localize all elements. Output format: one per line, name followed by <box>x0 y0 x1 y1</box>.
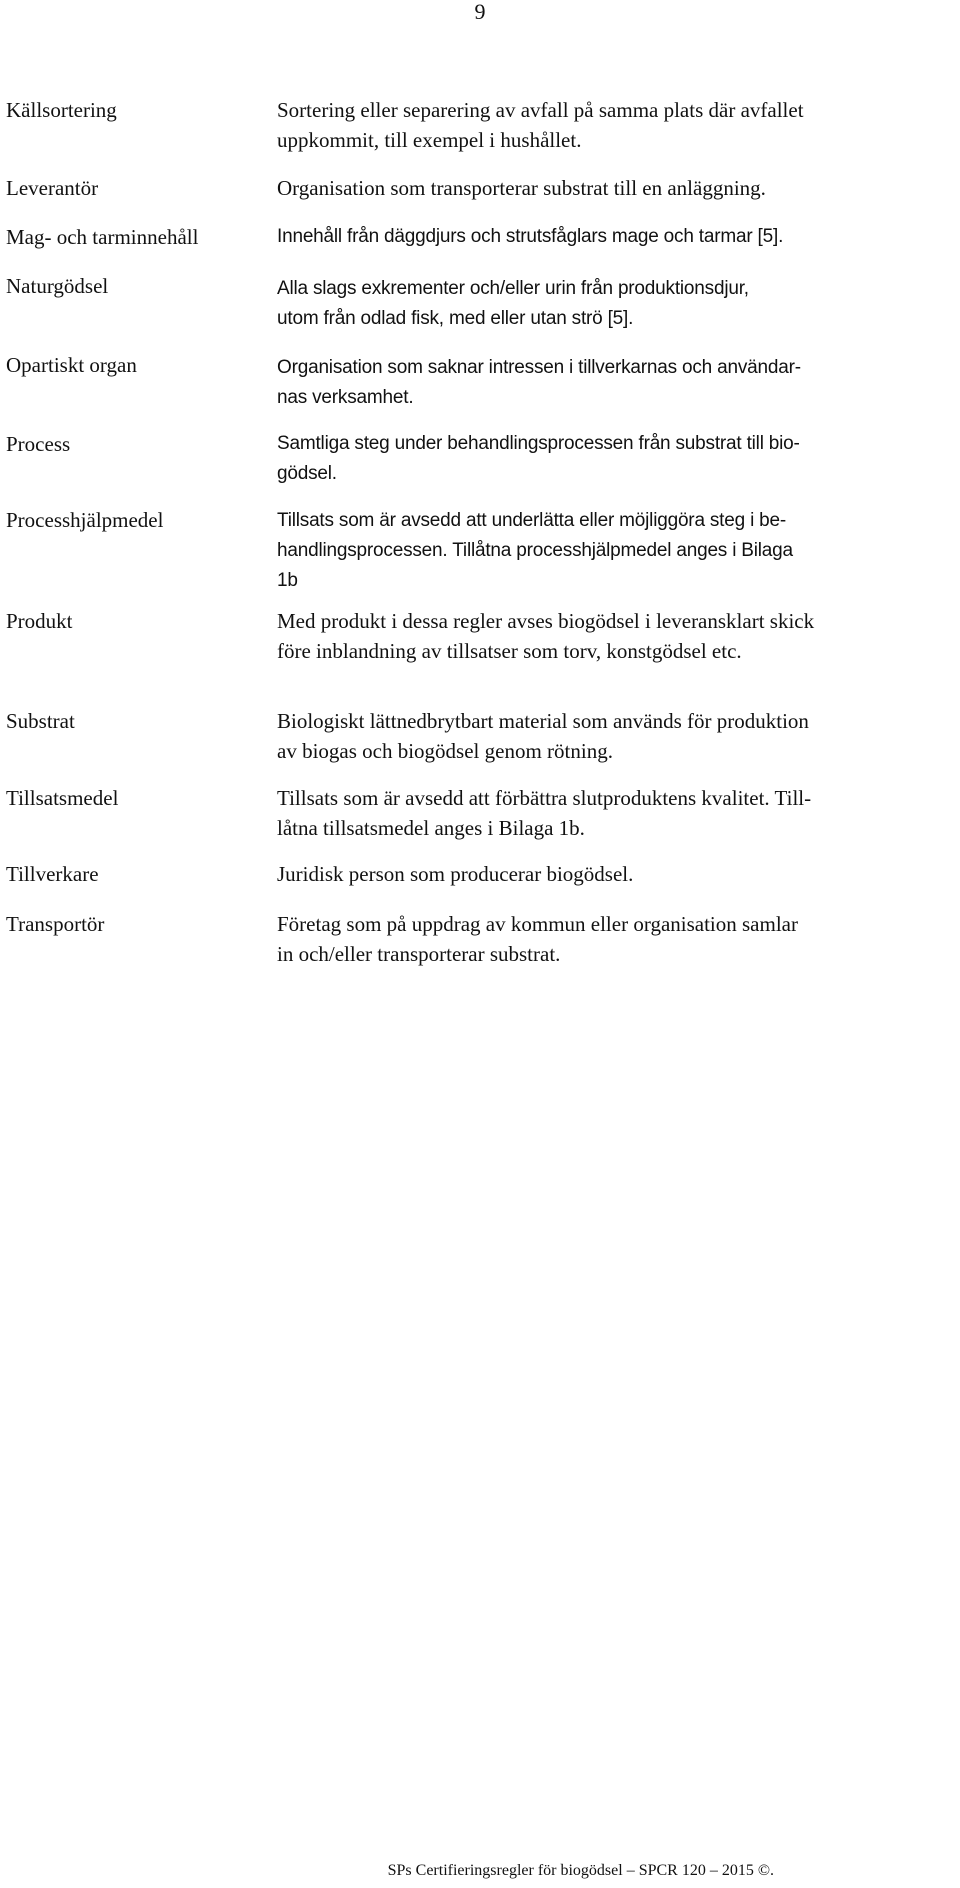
page-number: 9 <box>474 0 486 24</box>
term-produkt: Produkt <box>6 609 73 633</box>
term-tillsatsmedel: Tillsatsmedel <box>6 786 119 810</box>
definition-transportor: Företag som på uppdrag av kommun eller organisation samlar in och/eller transporterar substrat. <box>277 912 798 966</box>
definition-naturgodsel: Alla slags exkrementer och/eller urin från produktionsdjur, utom från odlad fisk, med eller utan strö [5]. <box>277 278 749 329</box>
definition-substrat: Biologiskt lättnedbrytbart material som används för produktion av biogas och biogödsel genom rötning. <box>277 709 809 763</box>
definition-process: Samtliga steg under behandlingsprocessen från substrat till bio- gödsel. <box>277 433 800 484</box>
term-opartiskt-organ: Opartiskt organ <box>6 353 137 377</box>
term-mag-och-tarminnehall: Mag- och tarminnehåll <box>6 225 199 249</box>
definition-kallsortering: Sortering eller separering av avfall på samma plats där avfallet uppkommit, till exempel i hushållet. <box>277 98 804 152</box>
term-processhjalpmedel: Processhjälpmedel <box>6 508 164 532</box>
definition-opartiskt-organ: Organisation som saknar intressen i tillverkarnas och användar- nas verksamhet. <box>277 357 801 408</box>
term-process: Process <box>6 432 71 456</box>
term-transportor: Transportör <box>6 912 105 936</box>
term-leverantor: Leverantör <box>6 176 99 200</box>
page-footer: SPs Certifieringsregler för biogödsel – SPCR 120 – 2015 ©. <box>387 1862 774 1879</box>
term-substrat: Substrat <box>6 709 75 733</box>
definition-leverantor: Organisation som transporterar substrat till en anläggning. <box>277 176 766 200</box>
definition-mag-och-tarminnehall: Innehåll från däggdjurs och strutsfåglars mage och tarmar [5]. <box>277 226 784 247</box>
definition-processhjalpmedel: Tillsats som är avsedd att underlätta eller möjliggöra steg i be- handlingsprocessen. Tillåtna processhjälpmedel anges i Bilaga 1b <box>277 510 793 591</box>
term-naturgodsel: Naturgödsel <box>6 274 109 298</box>
term-kallsortering: Källsortering <box>6 98 117 122</box>
definition-tillverkare: Juridisk person som producerar biogödsel. <box>277 862 634 886</box>
definition-produkt: Med produkt i dessa regler avses biogödsel i leveransklart skick före inblandning av tillsatser som torv, konstgödsel etc. <box>277 609 815 663</box>
definition-tillsatsmedel: Tillsats som är avsedd att förbättra slutproduktens kvalitet. Till- låtna tillsatsmedel anges i Bilaga 1b. <box>277 786 812 840</box>
term-tillverkare: Tillverkare <box>6 862 99 886</box>
